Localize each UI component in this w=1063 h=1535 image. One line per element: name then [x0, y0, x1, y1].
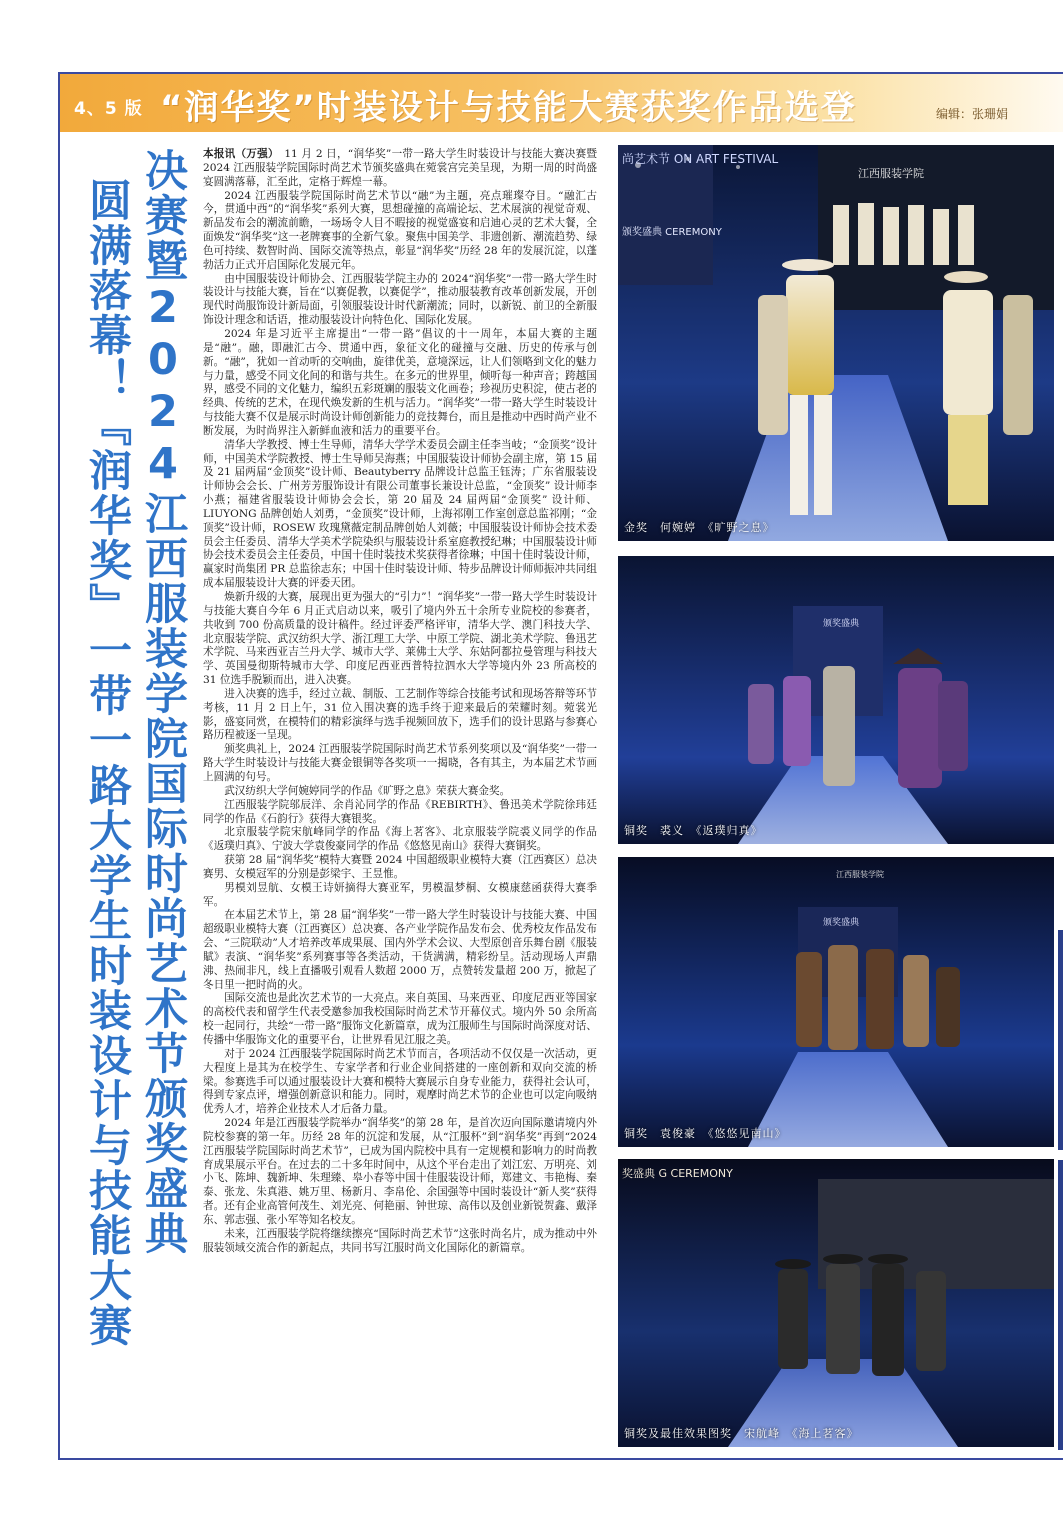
runway-scene [618, 857, 1054, 1147]
article-paragraph: 焕新升级的大赛，展现出更为强大的“引力”！“润华奖”一带一路大学生时装设计与技能大赛自今年 6 月正式启动以来，吸引了境内外五十余所专业院校的参赛者，共收到 700 份高质量的设计稿件。经过评委严格评审，清华大学、澳门科技大学、北京服装学院、武汉纺织大学、浙江理工大学、中原工学院、湖北美术学院、鲁迅艺术学院、马来西亚吉兰丹大学、城市大学、莱佛士大学、东姑阿都拉曼管理与科技大学、英国曼彻斯特城市大学、印度尼西亚西普特拉泗水大学等境内外 23 所高校的 31 位选手脱颖而出，进入决赛。 [203, 591, 597, 687]
article-paragraph: 进入决赛的选手，经过立裁、制版、工艺制作等综合技能考试和现场答辩等环节考核，11 月 2 日上午，31 位入围决赛的选手终于迎来最后的荣耀时刻。菀裳光影，盛宴同赏，在模特们的精彩演绎与选手视频回放下，选手们的设计思路与参赛心路历程被逐一呈现。 [203, 687, 597, 742]
article-paragraph: 北京服装学院宋航峰同学的作品《海上茗客》、北京服装学院裘义同学的作品《返璞归真》、宁波大学袁俊豪同学的作品《悠悠见南山》获得大赛铜奖。 [203, 826, 597, 853]
page-title: “润华奖”时装设计与技能大赛获奖作品选登 [160, 88, 857, 128]
adjacent-page-edge [1058, 1160, 1063, 1450]
article-paragraph: 2024 江西服装学院国际时尚艺术节以“融”为主题，亮点璀璨夺目。“融汇古今，贯通中西”的“润华奖”系列大赛，思想碰撞的高端论坛、艺术展演的视觉奇观、新品发布会的潮流前瞻，一场场令人目不暇接的视觉盛宴和启迪心灵的艺术大餐，全面焕发“润华奖”这一老牌赛事的全新气象。聚焦中国美学、非遗创新、潮流趋势、绿色可持续、数智时尚、国际交流等热点，彰显“润华奖”历经 28 年的发展沉淀，以蓬勃活力正式开启国际化发展元年。 [203, 189, 597, 271]
article-paragraph: 2024 年是习近平主席提出“一带一路”倡议的十一周年，本届大赛的主题是“融”。融，即融汇古今、贯通中西，象征文化的碰撞与交融、历史的传承与创新。“融”，犹如一首动听的交响曲，旋律优美，意境深远，让人们领略到文化的魅力与力量，感受不同文化间的和谐与共生。在多元的世界里，倾听每一种声音；跨越国界，感受不同的文化魅力，编织五彩斑斓的服装文化画卷；珍视历史积淀，使古老的经典、传统的艺术，在现代焕发新的生机与活力。“润华奖”一带一路大学生时装设计与技能大赛不仅是展示时尚设计师创新能力的竞技舞台，而且是推动中西时尚产业不断发展，为时尚界注入新鲜血液和活力的重要平台。 [203, 327, 597, 437]
article-paragraph: 由中国服装设计师协会、江西服装学院主办的 2024“润华奖”一带一路大学生时装设计与技能大赛，旨在“以赛促教，以赛促学”，推动服装教育改革创新发展，开创现代时尚服饰设计新局面，引领服装设计时代新潮流；同时，以新锐、前卫的全新服饰设计理念和话语，推动服装设计向特色化、国际化发展。 [203, 272, 597, 327]
article-paragraph: 江西服装学院邬辰洋、余肖沁同学的作品《REBIRTH》、鲁迅美术学院徐玮廷同学的作品《石韵行》获得大赛银奖。 [203, 798, 597, 825]
runway-scene [618, 556, 1054, 844]
article-byline: 本报讯（万强） [203, 148, 274, 160]
photo-bronze-best-illustration [618, 1159, 1054, 1447]
article-paragraph: 颁奖典礼上，2024 江西服装学院国际时尚艺术节系列奖项以及“润华奖”一带一路大学生时装设计与技能大赛金银铜等各奖项一一揭晓，各有其主，为本届艺术节画上圆满的句号。 [203, 743, 597, 783]
headline-column-1: 决赛暨2024江西服装学院国际时尚艺术节颁奖盛典 [138, 148, 188, 1256]
photo-bronze-award-2 [618, 857, 1054, 1147]
festival-banner: 尚艺术节 ON ART FESTIVAL [622, 152, 779, 166]
photo-gold-award [618, 145, 1054, 541]
article-paragraph: 本报讯（万强） 11 月 2 日，“润华奖”一带一路大学生时装设计与技能大赛决赛暨 2024 江西服装学院国际时尚艺术节颁奖盛典在菀裳宫完美呈现，为期一周的时尚盛宴圆满落幕，汇至此，定格于辉煌一幕。 [203, 148, 598, 188]
backdrop-text: 颁奖盛典 [823, 619, 860, 629]
runway-scene [618, 145, 1054, 541]
article-paragraph: 未来，江西服装学院将继续擦亮“国际时尚艺术节”这张时尚名片，成为推动中外服装领域交流合作的新起点，共同书写江服时尚文化国际化的新篇章。 [203, 1227, 597, 1254]
headline-column-2: 圆满落幕！『润华奖』一带一路大学生时装设计与技能大赛 [82, 178, 132, 1348]
article-paragraph: 清华大学教授、博士生导师，清华大学学术委员会副主任李当岐；“金顶奖”设计师，中国美术学院教授、博士生导师吴海燕；中国服装设计师协会副主席，第 15 届及 21 届两届“金顶奖”设计师、Beautyberry 品牌设计总监王钰涛；广东省服装设计师协会会长、广州芳芳服饰设计有限公司董事长兼设计总监，“金顶奖” 设计师李小燕；福建省服装设计师协会会长，第 20 届及 24 届两届“金顶奖” 设计师、LIUYONG 品牌创始人刘勇，“金顶奖”设计师，上海祁刚工作室创意总监祁刚；“金顶奖”设计师，ROSEW 玫瑰黛薇定制品牌创始人刘薇；中国服装设计师协会技术委员会主任委员、清华大学美术学院染织与服装设计系室庭教授纪琳；中国服装设计师协会技术委员会主任委员，中国十佳时装技术奖获得者徐琳；中国十佳时装设计师，赢家时尚集团 PR 总监徐志东；中国十佳时装设计师、特步品牌设计师师振冲共同组成本届服装设计大赛的评委天团。 [203, 438, 597, 590]
editor-credit: 编辑：张珊娟 [936, 107, 1009, 121]
article-paragraph: 对于 2024 江西服装学院国际时尚艺术节而言，各项活动不仅仅是一次活动，更大程度上是其为在校学生、专家学者和行业企业间搭建的一座创新和双向交流的桥梁。参赛选手可以通过服装设计大赛和模特大赛展示自身专业能力，获得社会认可，得到专家点评，增强创新意识和能力。同时，观摩时尚艺术节的企业也可以定向吸纳优秀人才，培养企业技术人才后备力量。 [203, 1047, 597, 1116]
photo-caption: 铜奖 裘义 《返璞归真》 [624, 824, 763, 837]
article-paragraph: 国际交流也是此次艺术节的一大亮点。来自英国、马来西亚、印度尼西亚等国家的高校代表和留学生代表受邀参加我校国际时尚艺术节开幕仪式。境内外 50 余所高校一起同行，共绘“一带一路”服饰文化新篇章，成为江服师生与国际时尚深度对话、传播中华服饰文化的重要平台，让世界看见江服之美。 [203, 992, 597, 1046]
runway-scene [618, 1159, 1054, 1447]
article-paragraph: 武汉纺织大学何婉婷同学的作品《旷野之息》荣获大赛金奖。 [224, 784, 511, 797]
article-body [203, 148, 597, 1433]
stage-sign: 江西服装学院 [836, 870, 884, 879]
article-paragraph: 在本届艺术节上，第 28 届“润华奖”一带一路大学生时装设计与技能大赛、中国超级职业模特大赛（江西赛区）总决赛、各产业学院作品发布会、优秀校友作品发布会、“三院联动”人才培养改革成果展、国内外学术会议、大型原创音乐舞台剧《服装賦》表演、“润华奖”系列赛事等各类活动，干货满满，精彩纷呈。活动现场人声鼎沸、热闹非凡，线上直播吸引观看人数超 2000 万，点赞转发量超 200 万，掀起了冬日里一把时尚的火。 [203, 909, 597, 991]
article-paragraph: 2024 年是江西服装学院举办“润华奖”的第 28 年，是首次迈向国际邀请境内外院校参赛的第一年。历经 28 年的沉淀和发展，从“江服杯”到“润华奖”再到“2024 江西服装学院国际时尚艺术节”，已成为国内院校中具有一定规模和影响力的时尚教育成果展示平台。在过去的二十多年时间中，从这个平台走出了刘江宏、万明亮、刘小飞、陈坤、魏新坤、朱理臻、皋小春等中国十佳服装设计师，郑建文、韦艳梅、秦泰、张龙、朱真港、姚万里、杨新月、李帛伦、余国强等中国时装设计“新人奖”获得者。还有企业高管何茂生、刘光亮、何艳丽、钟世琼、高伟以及创业新锐贺鑫、戴泽东、郭志强、张小军等知名校友。 [203, 1117, 597, 1226]
photo-caption: 金奖 何婉婷 《旷野之息》 [624, 521, 775, 534]
backdrop-text: 颁奖盛典 CEREMONY [622, 227, 722, 238]
backdrop-text: 奖盛典 G CEREMONY [622, 1167, 733, 1180]
edition-label: 4、5 版 [74, 99, 143, 119]
article-paragraph: 获第 28 届“润华奖”模特大赛暨 2024 中国超级职业模特大赛（江西赛区）总决赛男、女模冠军的分别是彭梁宇、王昱惟。 [203, 854, 597, 880]
adjacent-page-edge [1058, 930, 1063, 1150]
backdrop-text: 颁奖盛典 [823, 918, 860, 928]
photo-bronze-award-1 [618, 556, 1054, 844]
stage-sign: 江西服装学院 [858, 167, 924, 180]
photo-caption: 铜奖 袁俊豪 《悠悠见南山》 [624, 1127, 787, 1140]
article-paragraph: 男模刘昱航、女模王诗妍摘得大赛亚军，男模温梦桐、女模康慈函获得大赛季军。 [203, 881, 597, 908]
photo-caption: 铜奖及最佳效果图奖 宋航峰 《海上茗客》 [624, 1427, 859, 1440]
